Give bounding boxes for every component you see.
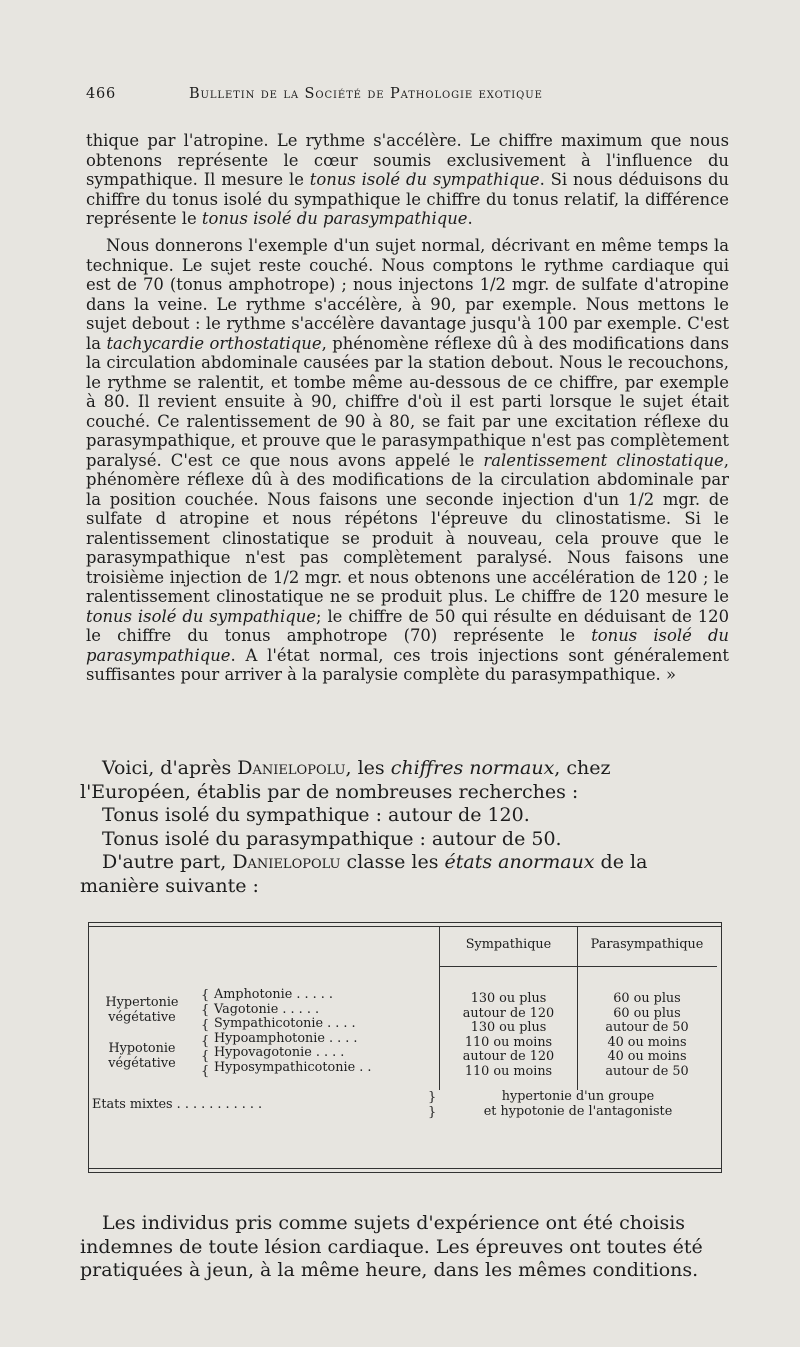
text-run: , phénomère réflexe dû à des modifications de la circulation abdominale par la position couchée. Nous faisons une seconde injection d'un 1/2 mgr. de sulfate d atropine et nous répétons l'épreuve du clinostatisme. Si le ralentissement clinostatique se produit à nouveau, cela prouve que le parasympathique n'est pas complètement paralysé. Nous faisons une troisième injection de 1/2 mgr. et nous obtenons une accélération de 120 ; le ralentissement clinostatique ne se produit plus. Le chiffre de 120 mesure le (86, 450, 729, 606)
brace-icon: { { { (201, 988, 210, 1033)
row-name: Hyposympathicotonie . . (214, 1059, 372, 1075)
text-run: de la manière suivante : (80, 851, 648, 897)
cell-value: 110 ou moins (464, 1034, 553, 1050)
table-row (214, 988, 371, 1075)
group-label-line: végétative (108, 1009, 176, 1025)
text-run: ; le chiffre de 50 qui résulte en déduisant de 120 le chiffre du tonus amphotrope (70) représente le (86, 606, 730, 645)
emphasis: tonus isolé du parasympathique (201, 209, 468, 228)
group-label-line: Hypertonie (105, 995, 179, 1010)
mixed-states-label: Etats mixtes . . . . . . . . . . . (92, 1097, 263, 1112)
mixed-states-description (440, 1090, 716, 1119)
quoted-paragraph-1 (86, 131, 729, 229)
emphasis: tachycardie orthostatique (106, 333, 322, 353)
table-border-bottom-inner (88, 1168, 722, 1169)
row-name: Hypovagotonie . . . . (214, 1045, 345, 1060)
cell-value: 60 ou plus (613, 991, 681, 1006)
mixed-line: hypertonie d'un groupe (501, 1089, 655, 1104)
table-border-left (88, 922, 89, 1173)
brace-icon: } } (428, 1090, 437, 1120)
emphasis: tonus isolé du parasympathique (86, 626, 729, 665)
body-paragraph-5 (80, 1212, 725, 1283)
row-name: Sympathicotonie . . . . (214, 1016, 356, 1031)
cell-value: 40 ou moins (607, 1034, 687, 1050)
group-label-hypertonie (94, 996, 190, 1025)
text-run: , les (345, 757, 391, 779)
text-run: D'autre part, (102, 851, 233, 873)
body-paragraph-3 (80, 757, 725, 898)
cell-value: autour de 120 (462, 1049, 555, 1064)
row-name: Vagotonie . . . . . (214, 1001, 320, 1017)
cell-value: 130 ou plus (470, 991, 547, 1006)
text-run: . (467, 209, 473, 228)
cell-value: autour de 50 (605, 1063, 689, 1079)
closing-paragraph: Les individus pris comme sujets d'expérience ont été choisis indemnes de toute lésion cardiaque. Les épreuves ont toutes été pratiquées à jeun, à la même heure, dans les mêmes conditions. (80, 1212, 703, 1281)
text-run: , chez l'Européen, établis par de nombreuses recherches : (80, 757, 611, 803)
text-run: thique par l'atropine. Le rythme s'accélère. Le chiffre maximum que nous obtenons représente le cœur soumis exclusivement à l'influence du sympathique. Il mesure le (86, 131, 729, 189)
mixed-line: et hypotonie de l'antagoniste (483, 1103, 673, 1119)
classification-table (88, 922, 722, 1182)
normal-value-sympathique: Tonus isolé du sympathique : autour de 120. (102, 804, 530, 826)
page-number: 466 (86, 86, 117, 102)
author-name: Danielopolu (237, 757, 346, 779)
column-header-parasympathique: Parasympathique (590, 937, 704, 952)
brace-icon: { { { (201, 1034, 210, 1079)
table-border-top-inner (88, 926, 722, 927)
quoted-paragraph-2 (86, 236, 729, 685)
column-parasympathique-values (578, 992, 716, 1079)
cell-value: autour de 120 (462, 1005, 555, 1021)
emphasis: chiffres normaux (390, 757, 555, 779)
text-run: . Si nous déduisons du chiffre du tonus isolé du sympathique le chiffre du tonus relatif, la différence représente le (86, 170, 729, 228)
column-header-sympathique: Sympathique (465, 937, 552, 952)
table-border-right (721, 922, 722, 1173)
group-label-hypotonie (94, 1042, 190, 1071)
cell-value: 40 ou moins (607, 1049, 687, 1064)
table-border-bottom (88, 1172, 722, 1173)
running-head: Bulletin de la Société de Pathologie exotique (189, 86, 543, 102)
text-run: classe les (340, 851, 445, 873)
emphasis: tonus isolé du sympathique (309, 170, 540, 189)
group-label-line: Hypotonie (108, 1041, 176, 1056)
text-run: . A l'état normal, ces trois injections sont généralement suffisantes pour arriver à la paralysie complète du parasympathique. » (86, 645, 729, 684)
cell-value: 110 ou moins (464, 1063, 553, 1079)
text-run: Nous donnerons l'exemple d'un sujet normal, décrivant en même temps la technique. Le sujet reste couché. Nous comptons le rythme cardiaque qui est de 70 (tonus amphotrope) ; nous injectons 1/2 mgr. de sulfate d'atropine dans la veine. Le rythme s'accélère, à 90, par exemple. Nous mettons le sujet debout : le rythme s'accélère davantage jusqu'à 100 par exemple. C'est la (86, 236, 729, 353)
normal-value-parasympathique: Tonus isolé du parasympathique : autour de 50. (102, 827, 562, 850)
cell-value: 130 ou plus (470, 1020, 547, 1035)
emphasis: tonus isolé du sympathique (86, 606, 316, 626)
column-sympathique-values (440, 992, 577, 1079)
emphasis: états anormaux (444, 851, 595, 873)
table-border-top (88, 922, 722, 923)
header-divider (439, 966, 717, 967)
emphasis: ralentissement clinostatique (483, 450, 724, 470)
author-name: Danielopolu (232, 851, 341, 873)
text-run: , phénomène réflexe dû à des modifications dans la circulation abdominale causées par la station debout. Nous le recouchons, le rythme se ralentit, et tombe même au-dessous de ce chiffre, par exemple à 80. Il revient ensuite à 90, chiffre d'où il est parti lorsque le sujet était couché. Ce ralentissement de 90 à 80, se fait par une excitation réflexe du parasympathique, et prouve que le parasympathique n'est pas complètement paralysé. C'est ce que nous avons appelé le (86, 333, 730, 470)
text-run: Voici, d'après (102, 757, 238, 779)
group-label-line: végétative (108, 1055, 176, 1071)
cell-value: 60 ou plus (613, 1005, 681, 1021)
cell-value: autour de 50 (605, 1020, 689, 1035)
row-name: Amphotonie . . . . . (214, 987, 333, 1002)
row-name: Hypoamphotonie . . . . (214, 1030, 358, 1046)
